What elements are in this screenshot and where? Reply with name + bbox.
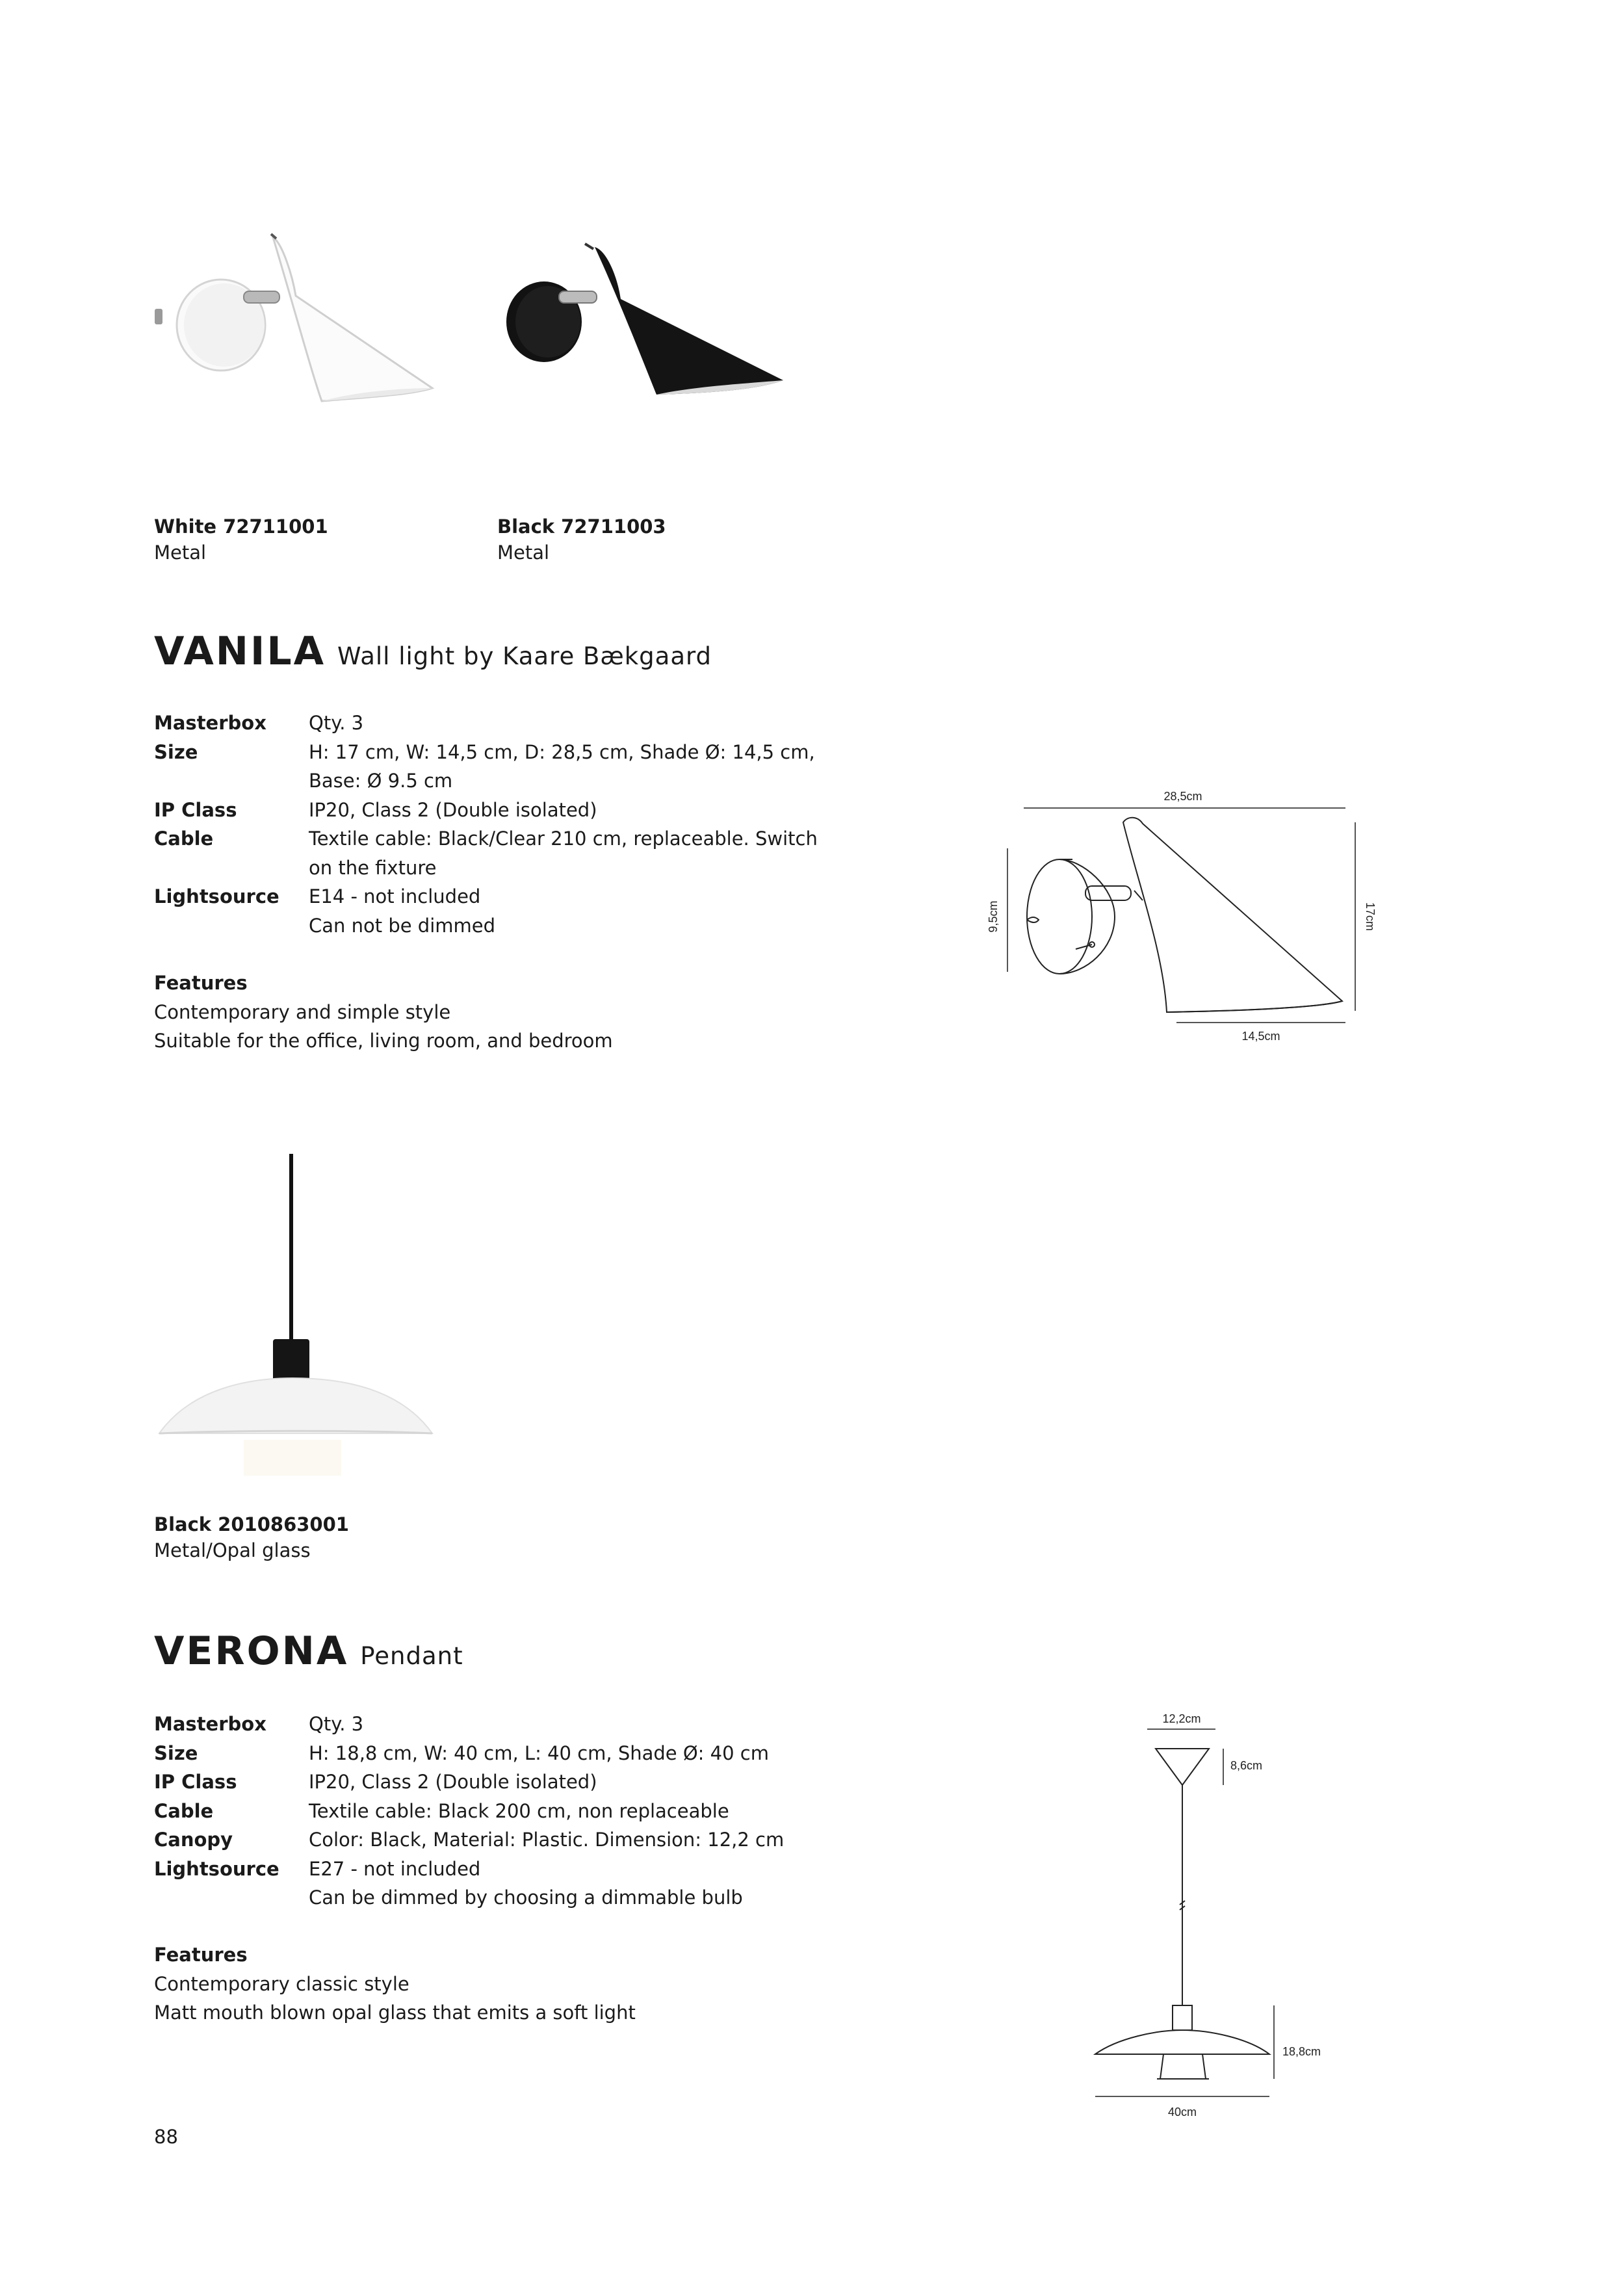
spec-row: [154, 738, 881, 796]
product-title: [154, 1628, 463, 1674]
spec-value: Can be dimmed by choosing a dimmable bulb: [309, 1886, 743, 1909]
spec-value: Color: Black, Material: Plastic. Dimension: 12,2 cm: [309, 1829, 785, 1851]
spec-value: Qty. 3: [309, 1713, 364, 1735]
spec-label: Canopy: [154, 1829, 233, 1851]
spec-row: [154, 882, 881, 911]
vanila-dimension-drawing: [968, 777, 1384, 1063]
spec-value: E14 - not included: [309, 885, 481, 907]
spec-label: Cable: [154, 828, 214, 850]
variant-material: Metal: [154, 541, 207, 564]
variant-material: Metal/Opal glass: [154, 1539, 311, 1561]
spec-value: Can not be dimmed: [309, 914, 496, 937]
dimension-height: 17cm: [1364, 902, 1377, 932]
spec-value: H: 17 cm, W: 14,5 cm, D: 28,5 cm, Shade Ø: 14,5 cm, Base: Ø 9.5 cm: [309, 740, 815, 792]
spec-row: [154, 911, 881, 941]
variant-caption-white: [154, 514, 328, 566]
feature-item: Contemporary classic style: [154, 1972, 409, 1995]
vanila-black-photo: [497, 224, 790, 478]
variant-name: White 72711001: [154, 515, 328, 538]
spec-row: [154, 824, 881, 882]
spec-label: Masterbox: [154, 1713, 266, 1735]
spec-label: Lightsource: [154, 885, 279, 907]
spec-table: [154, 709, 881, 940]
product-name: VERONA: [154, 1628, 349, 1674]
vanila-white-photo: [153, 224, 445, 478]
features-list: [154, 1940, 636, 2028]
spec-row: [154, 1710, 881, 1739]
page-number: 88: [154, 2126, 178, 2148]
spec-label: Masterbox: [154, 712, 266, 734]
variant-caption-black: [154, 1511, 349, 1563]
product-title: [154, 629, 712, 674]
spec-value: IP20, Class 2 (Double isolated): [309, 798, 597, 821]
spec-row: [154, 1768, 881, 1797]
verona-dimension-drawing: [1079, 1710, 1352, 2126]
dimension-canopy-height: 8,6cm: [1230, 1759, 1263, 1772]
spec-label: Size: [154, 740, 198, 763]
spec-label: IP Class: [154, 798, 237, 821]
dimension-height: 18,8cm: [1282, 2045, 1321, 2058]
variant-name: Black 2010863001: [154, 1513, 349, 1535]
spec-label: Lightsource: [154, 1857, 279, 1880]
spec-value: Qty. 3: [309, 712, 364, 734]
features-heading: Features: [154, 1944, 248, 1966]
feature-item: Contemporary and simple style: [154, 1000, 451, 1023]
dimension-depth: 28,5cm: [1163, 790, 1202, 803]
spec-label: Size: [154, 1742, 198, 1764]
spec-value: Textile cable: Black 200 cm, non replaceable: [309, 1799, 729, 1822]
spec-value: IP20, Class 2 (Double isolated): [309, 1771, 597, 1793]
dimension-shade: 14,5cm: [1241, 1030, 1280, 1043]
dimension-width: 40cm: [1167, 2106, 1197, 2119]
spec-row: [154, 1739, 881, 1768]
variant-caption-black: [497, 514, 666, 566]
spec-row: [154, 1797, 881, 1826]
features-list: [154, 969, 613, 1056]
verona-photo: [153, 1154, 439, 1479]
spec-table: [154, 1710, 881, 1912]
variant-name: Black 72711003: [497, 515, 666, 538]
product-name: VANILA: [154, 629, 326, 674]
product-subtitle: Pendant: [360, 1642, 463, 1670]
variant-material: Metal: [497, 541, 550, 564]
dimension-base: 9,5cm: [987, 900, 1000, 933]
spec-label: [154, 911, 309, 941]
spec-row: [154, 1855, 881, 1884]
spec-label: Cable: [154, 1799, 214, 1822]
spec-row: [154, 709, 881, 738]
feature-item: Suitable for the office, living room, and bedroom: [154, 1030, 613, 1052]
spec-value: E27 - not included: [309, 1857, 481, 1880]
product-subtitle: Wall light by Kaare Bækgaard: [337, 642, 712, 670]
spec-row: [154, 1825, 881, 1855]
spec-value: H: 18,8 cm, W: 40 cm, L: 40 cm, Shade Ø: 40 cm: [309, 1742, 769, 1764]
spec-value: Textile cable: Black/Clear 210 cm, replaceable. Switch on the fixture: [309, 828, 818, 879]
spec-row: [154, 1883, 881, 1912]
spec-label: IP Class: [154, 1771, 237, 1793]
feature-item: Matt mouth blown opal glass that emits a soft light: [154, 2002, 636, 2024]
dimension-canopy-width: 12,2cm: [1162, 1712, 1201, 1725]
features-heading: Features: [154, 972, 248, 994]
spec-label: [154, 1883, 309, 1912]
spec-row: [154, 796, 881, 825]
